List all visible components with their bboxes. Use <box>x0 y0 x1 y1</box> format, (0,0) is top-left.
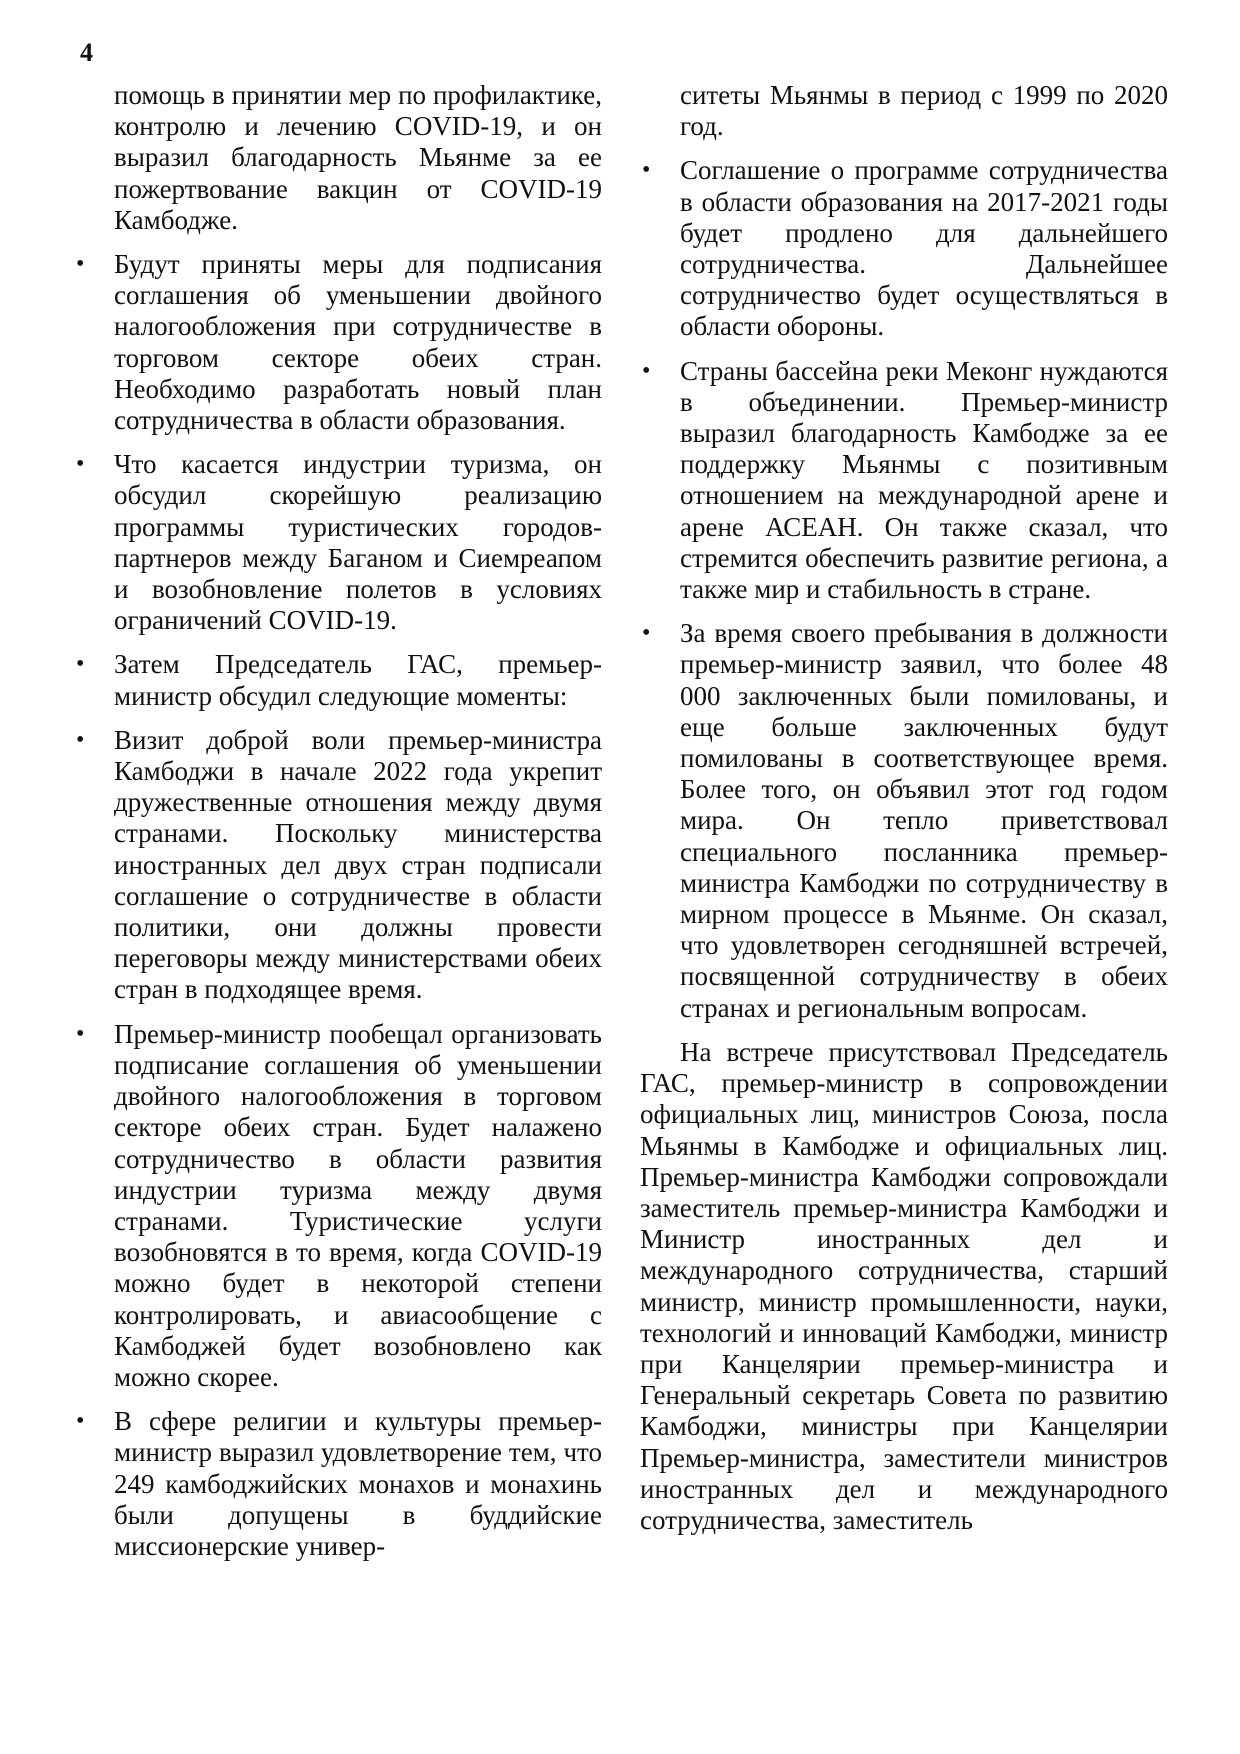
page-number: 4 <box>80 38 93 67</box>
continuation-text: помощь в принятии мер по профилактике, контролю и лечению COVID-19, и он выразил благодарность Мьянме за ее пожертвование вакцин от COVID-19 Камбодже. <box>114 80 602 235</box>
bullet-item: • Страны бассейна реки Меконг нуждаются в объединении. Премьер-министр выразил благодарность Камбодже за ее поддержку Мьянмы с позитивным отношением на международной арене и арене АСЕАН. Он также сказал, что стремится обеспечить развитие региона, а также мир и стабильность в стране. <box>640 356 1168 606</box>
bullet-item: • Премьер-министр пообещал организовать подписание соглашения об уменьшении двойного налогообложения в торговом секторе обеих стран. Будет налажено сотрудничество в области развития индустрии туризма между двумя странами. Туристические услуги возобновятся в то время, когда COVID-19 можно будет в некоторой степени контролировать, и авиасообщение с Камбоджей будет возобновлено как можно скорее. <box>74 1019 602 1393</box>
bullet-item: • Будут приняты меры для подписания соглашения об уменьшении двойного налогообложения при сотрудничестве в торговом секторе обеих стран. Необходимо разработать новый план сотрудничества в области образования. <box>74 249 602 436</box>
bullet-item: • В сфере религии и культуры премьер-министр выразил удовлетворение тем, что 249 камбоджийских монахов и монахинь были допущены в буддийские миссионерские универ- <box>74 1406 602 1562</box>
bullet-item: • Затем Председатель ГАС, премьер-министр обсудил следующие моменты: <box>74 649 602 711</box>
left-column <box>74 80 602 1575</box>
bullet-item: • За время своего пребывания в должности премьер-министр заявил, что более 48 000 заключенных были помилованы, и еще больше заключенных будут помилованы в соответствующее время. Более того, он объявил этот год годом мира. Он тепло приветствовал специального посланника премьер-министра Камбоджи по сотрудничеству в мирном процессе в Мьянме. Он сказал, что удовлетворен сегодняшней встречей, посвященной сотрудничеству в обеих странах и региональным вопросам. <box>640 618 1168 1024</box>
right-column <box>640 80 1168 1536</box>
bullet-item: • Что касается индустрии туризма, он обсудил скорейшую реализацию программы туристических городов-партнеров между Баганом и Сиемреапом и возобновление полетов в условиях ограничений COVID-19. <box>74 449 602 636</box>
bullet-item: • Соглашение о программе сотрудничества в области образования на 2017-2021 годы будет продлено для дальнейшего сотрудничества. Дальнейшее сотрудничество будет осуществляться в области обороны. <box>640 155 1168 342</box>
body-paragraph: На встрече присутствовал Председатель ГАС, премьер-министр в сопровождении официальных лиц, министров Союза, посла Мьянмы в Камбодже и официальных лиц. Премьер-министра Камбоджи сопровождали заместитель премьер-министра Камбоджи и Министр иностранных дел и международного сотрудничества, старший министр, министр промышленности, науки, технологий и инноваций Камбоджи, министр при Канцелярии премьер-министра и Генеральный секретарь Совета по развитию Камбоджи, министры при Канцелярии Премьер-министра, заместители министров иностранных дел и международного сотрудничества, заместитель <box>640 1036 1168 1535</box>
continuation-text: ситеты Мьянмы в период с 1999 по 2020 год. <box>680 80 1168 142</box>
bullet-item: • Визит доброй воли премьер-министра Камбоджи в начале 2022 года укрепит дружественные отношения между двумя странами. Поскольку министерства иностранных дел двух стран подписали соглашение о сотрудничестве в области политики, они должны провести переговоры между министерствами обеих стран в подходящее время. <box>74 725 602 1006</box>
